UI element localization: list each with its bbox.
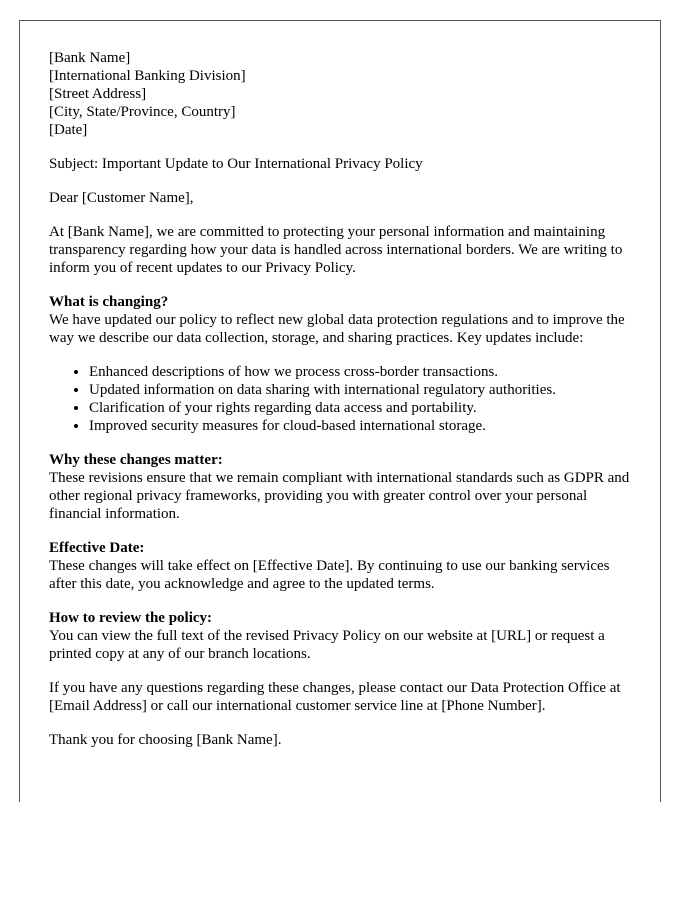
section-review-body: You can view the full text of the revised Privacy Policy on our website at [URL] or request a printed copy at any of our branch locations. [49, 628, 605, 662]
list-item: • Enhanced descriptions of how we process cross-border transactions. [89, 363, 632, 381]
section-effective-body: These changes will take effect on [Effective Date]. By continuing to use our banking services after this date, you acknowledge and agree to the updated terms. [49, 558, 610, 592]
section-effective-heading: Effective Date: [49, 540, 145, 556]
bank-name: [Bank Name] [49, 50, 131, 66]
updates-list [49, 363, 632, 435]
section-effective [49, 539, 632, 593]
subject-line: Subject: Important Update to Our International Privacy Policy [49, 156, 423, 172]
letter-date: [Date] [49, 122, 88, 138]
section-review [49, 609, 632, 663]
intro-paragraph: At [Bank Name], we are committed to protecting your personal information and maintaining transparency regarding how your data is handled across international borders. We are writing to inform you of recent updates to our Privacy Policy. [49, 224, 623, 276]
letter-page [19, 20, 661, 802]
closing-line: Thank you for choosing [Bank Name]. [49, 732, 282, 748]
contact-paragraph: If you have any questions regarding these changes, please contact our Data Protection Office at [Email Address] or call our international customer service line at [Phone Number]. [49, 680, 621, 714]
sender-address [49, 49, 632, 139]
list-item: • Improved security measures for cloud-based international storage. [89, 417, 632, 435]
list-item: • Updated information on data sharing with international regulatory authorities. [89, 381, 632, 399]
section-changing [49, 293, 632, 435]
section-changing-body: We have updated our policy to reflect new global data protection regulations and to improve the way we describe our data collection, storage, and sharing practices. Key updates include: [49, 312, 625, 346]
street-address: [Street Address] [49, 86, 147, 102]
division-name: [International Banking Division] [49, 68, 246, 84]
section-changing-heading: What is changing? [49, 294, 169, 310]
salutation: Dear [Customer Name], [49, 190, 194, 206]
city-line: [City, State/Province, Country] [49, 104, 236, 120]
section-why [49, 451, 632, 523]
section-why-body: These revisions ensure that we remain compliant with international standards such as GDPR and other regional privacy frameworks, providing you with greater control over your personal financial information. [49, 470, 630, 522]
list-item: • Clarification of your rights regarding data access and portability. [89, 399, 632, 417]
section-review-heading: How to review the policy: [49, 610, 213, 626]
section-why-heading: Why these changes matter: [49, 452, 223, 468]
